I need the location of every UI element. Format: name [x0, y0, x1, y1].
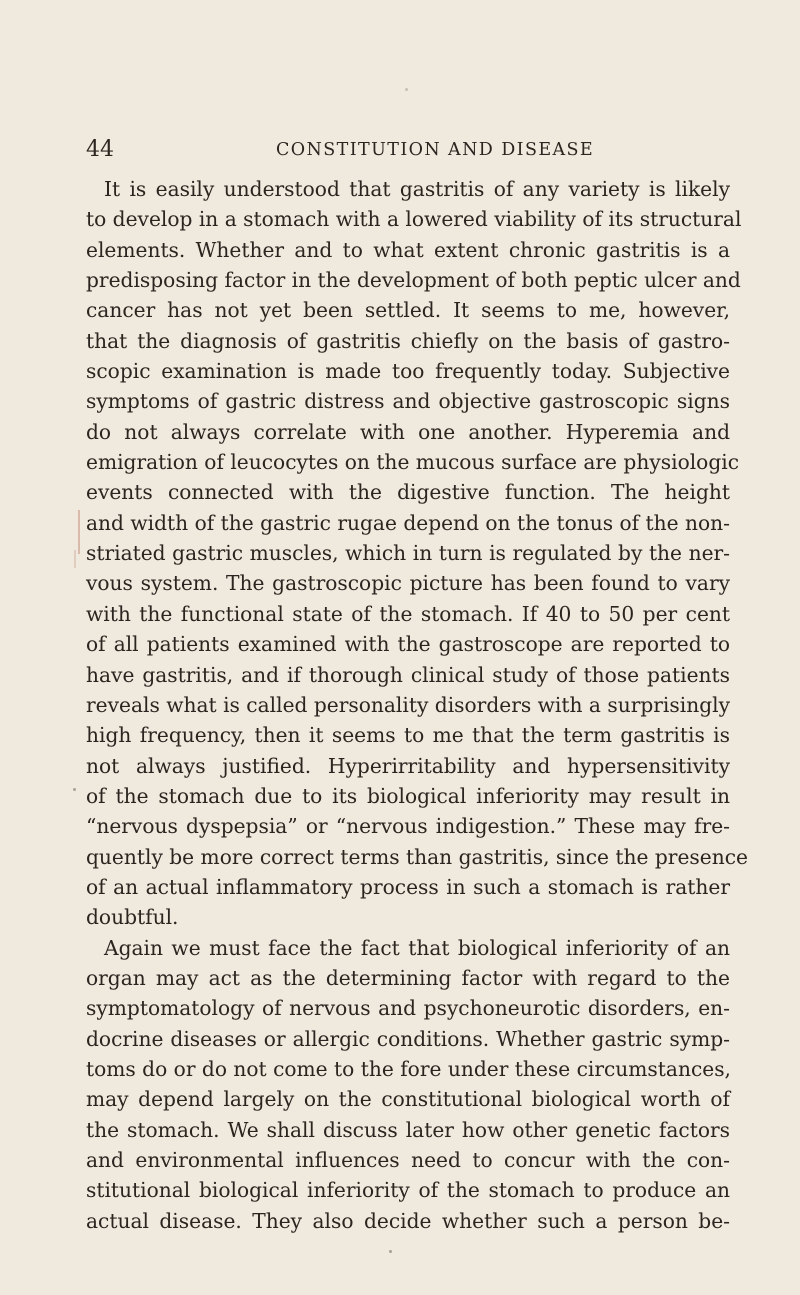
text-line: “nervous dyspepsia” or “nervous indigestion.” These may fre-	[86, 814, 730, 839]
text-line: vous system. The gastroscopic picture has been found to vary	[86, 571, 730, 596]
text-line: symptomatology of nervous and psychoneurotic disorders, en-	[86, 996, 730, 1021]
text-line: toms do or do not come to the fore under these circumstances,	[86, 1056, 731, 1081]
text-line: organ may act as the determining factor with regard to the	[86, 965, 730, 990]
page-speck	[405, 88, 408, 91]
text-line: elements. Whether and to what extent chronic gastritis is a	[86, 237, 730, 262]
text-line: Again we must face the fact that biological inferiority of an	[104, 935, 730, 960]
text-line: of an actual inflammatory process in such a stomach is rather	[86, 874, 730, 899]
text-line: do not always correlate with one another. Hyperemia and	[86, 419, 730, 444]
text-line: that the diagnosis of gastritis chiefly on the basis of gastro-	[86, 328, 730, 353]
text-line: with the functional state of the stomach. If 40 to 50 per cent	[86, 601, 730, 626]
text-line: actual disease. They also decide whether such a person be-	[86, 1208, 730, 1233]
text-line: striated gastric muscles, which in turn is regulated by the ner-	[86, 541, 730, 566]
body-text	[86, 174, 748, 1236]
text-line: may depend largely on the constitutional biological worth of	[86, 1087, 730, 1112]
margin-mark	[78, 510, 80, 554]
text-line: It is easily understood that gastritis of any variety is likely	[104, 177, 730, 201]
text-line: cancer has not yet been settled. It seems to me, however,	[86, 298, 730, 323]
text-line: and width of the gastric rugae depend on the tonus of the non-	[86, 510, 730, 535]
text-line: have gastritis, and if thorough clinical study of those patients	[86, 662, 730, 687]
running-head	[86, 136, 726, 164]
text-line: events connected with the digestive function. The height	[86, 480, 730, 505]
text-line: and environmental influences need to concur with the con-	[86, 1148, 730, 1172]
text-line: to develop in a stomach with a lowered viability of its structural	[86, 207, 742, 232]
text-line: high frequency, then it seems to me that the term gastritis is	[86, 723, 730, 748]
text-line: the stomach. We shall discuss later how other genetic factors	[86, 1117, 730, 1142]
page-speck	[389, 1250, 392, 1253]
text-line: scopic examination is made too frequently today. Subjective	[86, 359, 730, 384]
page-speck	[73, 788, 76, 791]
text-line: quently be more correct terms than gastritis, since the presence	[86, 844, 748, 869]
text-line: emigration of leucocytes on the mucous surface are physiologic	[86, 450, 740, 475]
text-line: doubtful.	[86, 905, 179, 930]
text-line: of the stomach due to its biological inferiority may result in	[86, 783, 730, 808]
text-line: stitutional biological inferiority of the stomach to produce an	[86, 1178, 730, 1203]
text-line: symptoms of gastric distress and objective gastroscopic signs	[86, 389, 730, 414]
text-line: of all patients examined with the gastroscope are reported to	[86, 632, 730, 657]
text-line: docrine diseases or allergic conditions. Whether gastric symp-	[86, 1026, 730, 1051]
text-line: not always justified. Hyperirritability and hypersensitivity	[86, 753, 730, 778]
margin-mark	[74, 550, 76, 568]
text-line: predisposing factor in the development of both peptic ulcer and	[86, 268, 741, 293]
running-head-title: CONSTITUTION AND DISEASE	[276, 140, 595, 160]
text-line: reveals what is called personality disorders with a surprisingly	[86, 692, 730, 717]
page-number: 44	[86, 137, 114, 162]
